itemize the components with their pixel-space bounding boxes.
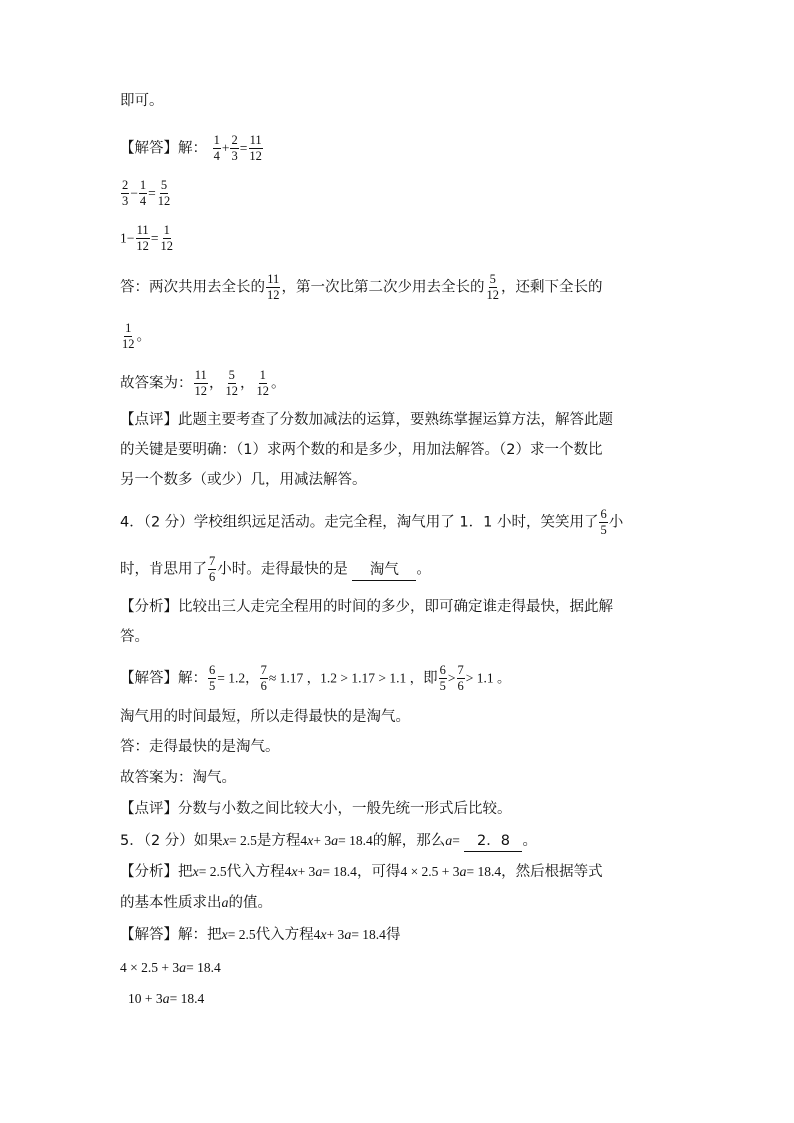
numerator: 1 (125, 321, 132, 335)
denominator: 12 (122, 337, 135, 351)
text-line (120, 470, 367, 490)
variable: x (222, 834, 230, 849)
text: 故答案为： (120, 375, 193, 392)
numerator: 2 (231, 133, 238, 147)
equation-line (120, 958, 221, 979)
question-4-line (120, 508, 623, 537)
variable: x (291, 865, 298, 880)
fraction (486, 273, 501, 302)
text: 答。 (120, 629, 149, 645)
variable: a (344, 928, 352, 943)
variable: x (320, 928, 327, 943)
text: 【分析】把 (120, 864, 193, 880)
denominator: 12 (157, 194, 171, 208)
text: 时，肯思用了 (120, 561, 207, 578)
text: 的基本性质求出 (120, 895, 222, 911)
expression: 4 (284, 864, 292, 879)
fraction (160, 224, 175, 253)
denominator: 5 (209, 679, 216, 693)
numerator: 5 (489, 272, 496, 286)
label: 【解答】解： (120, 670, 207, 687)
operator: + (221, 140, 230, 156)
expression: = 18.4 (351, 927, 386, 942)
expression: 1.2 > 1.17 > 1.1 ， (320, 670, 424, 686)
denominator: 12 (225, 384, 238, 398)
variable: a (179, 961, 187, 976)
fraction (439, 664, 447, 693)
equation-line (120, 179, 172, 208)
solution-line (120, 134, 264, 163)
expression: + 3 (297, 864, 316, 879)
fraction (213, 134, 221, 163)
fraction (157, 179, 172, 208)
operator: > (447, 670, 456, 686)
text: 另一个数多（或少）几，用减法解答。 (120, 472, 367, 488)
answer-line (120, 273, 603, 302)
numerator: 6 (209, 663, 216, 677)
denominator: 12 (486, 288, 499, 302)
equation-line (120, 224, 175, 253)
fraction (121, 322, 136, 351)
variable: a (459, 865, 467, 880)
text: 的值。 (228, 895, 272, 911)
analysis-line (120, 862, 603, 883)
text-line (120, 597, 613, 617)
text: 【点评】分数与小数之间比较大小，一般先统一形式后比较。 (120, 801, 512, 817)
text: 【解答】解：把 (120, 927, 222, 943)
text: 即 (423, 670, 438, 687)
expression: = 18.4 (169, 991, 205, 1006)
denominator: 6 (209, 570, 216, 584)
operator: − (126, 230, 135, 246)
fraction (121, 179, 129, 208)
analysis-line (120, 893, 272, 914)
variable: x (221, 928, 228, 943)
expression: 4 × 2.5 + 3 (400, 864, 460, 879)
text: 淘气用的时间最短，所以走得最快的是淘气。 (120, 709, 410, 725)
denominator: 3 (122, 194, 129, 208)
denominator: 12 (256, 384, 269, 398)
variable: a (162, 992, 170, 1007)
expression: = 2.5 (229, 833, 257, 848)
text: ， (240, 375, 255, 392)
text: 即可。 (120, 93, 164, 109)
text: 。 (271, 375, 286, 392)
numerator: 11 (194, 368, 207, 382)
numerator: 1 (139, 178, 147, 192)
expression: = 1.2， (217, 670, 259, 686)
fraction (208, 555, 216, 584)
text: ，还剩下全长的 (501, 279, 603, 296)
equation-line (128, 989, 204, 1010)
numerator: 6 (600, 507, 607, 521)
denominator: 4 (213, 149, 220, 163)
fraction (135, 224, 150, 253)
operator: = (148, 185, 156, 201)
denominator: 12 (267, 288, 280, 302)
fraction (248, 134, 263, 163)
fraction (230, 134, 238, 163)
text: 。 (416, 561, 431, 578)
fraction (194, 369, 209, 398)
expression: 4 (300, 833, 308, 848)
variable: x (192, 865, 199, 880)
numerator: 11 (136, 223, 149, 237)
denominator: 5 (600, 523, 607, 537)
variable: a (221, 896, 229, 911)
expression: = 2.5 (198, 864, 227, 879)
expression: ≈ 1.17 ， (268, 670, 321, 686)
denominator: 6 (260, 679, 267, 693)
numerator: 2 (122, 178, 129, 192)
text: ，第一次比第二次少用去全长的 (281, 279, 485, 296)
text-line (120, 410, 613, 430)
fraction (266, 273, 281, 302)
fraction (599, 508, 607, 537)
label: 【解答】解： (120, 140, 207, 157)
fraction (208, 664, 216, 693)
text: ，可得 (356, 864, 401, 880)
text-line (120, 440, 602, 460)
fraction (260, 664, 268, 693)
expression: = 18.4 (338, 833, 373, 848)
answer-line (120, 322, 151, 351)
numerator: 1 (259, 368, 266, 382)
expression: = 2.5 (227, 927, 256, 942)
text: 。 (136, 328, 151, 345)
text: 的关键是要明确：（1）求两个数的和是多少，用加法解答。（2）求一个数比 (120, 442, 603, 458)
expression: = 18.4 (186, 960, 221, 975)
fraction (256, 369, 271, 398)
expression: = 18.4 (322, 864, 357, 879)
text: 的解，那么 (372, 833, 446, 849)
text: 小时。走得最快的是 (217, 561, 348, 578)
text: ，然后根据等式 (501, 864, 603, 880)
answer-blank: 2．8 (464, 831, 522, 852)
numerator: 7 (209, 554, 216, 568)
text-line (120, 737, 280, 757)
numerator: 1 (163, 223, 170, 237)
text: ， (209, 375, 224, 392)
expression: 4 × 2.5 + 3 (120, 960, 180, 975)
operator: = (150, 230, 159, 246)
text: 。 (522, 833, 537, 849)
operator: − (130, 185, 138, 201)
text-line (120, 799, 512, 819)
numerator: 7 (457, 663, 464, 677)
text: 代入方程 (226, 864, 285, 880)
denominator: 12 (194, 384, 207, 398)
variable: a (445, 834, 453, 849)
question-5-line (120, 831, 537, 852)
text: 【点评】此题主要考查了分数加减法的运算，要熟练掌握运算方法，解答此题 (120, 412, 613, 428)
text: 【分析】比较出三人走完全程用的时间的多少，即可确定谁走得最快，据此解 (120, 599, 613, 615)
denominator: 4 (139, 194, 147, 208)
expression: > 1.1 。 (465, 670, 511, 686)
operator: = (452, 833, 460, 848)
text: 5．（2 分）如果 (120, 833, 223, 849)
denominator: 12 (136, 239, 149, 253)
answer-blank: 淘气 (352, 560, 416, 581)
expression: = 18.4 (466, 864, 502, 879)
text-line (120, 91, 164, 111)
fraction (139, 179, 147, 208)
expression: 10 + 3 (128, 991, 163, 1006)
solution-line (120, 664, 511, 693)
numerator: 1 (213, 133, 220, 147)
final-answer-line (120, 369, 286, 398)
text-line (120, 768, 236, 788)
numerator: 11 (267, 272, 280, 286)
denominator: 5 (439, 679, 446, 693)
denominator: 12 (249, 149, 262, 163)
denominator: 6 (457, 679, 464, 693)
text: 代入方程 (255, 927, 314, 943)
text: 得 (385, 927, 401, 943)
numerator: 11 (249, 133, 262, 147)
number: 1 (120, 230, 127, 246)
fraction (457, 664, 465, 693)
numerator: 7 (260, 663, 267, 677)
expression: 4 (313, 927, 321, 942)
question-4-line (120, 555, 431, 584)
denominator: 12 (160, 239, 173, 253)
text: 故答案为：淘气。 (120, 770, 236, 786)
expression: + 3 (313, 833, 332, 848)
text: 小 (608, 514, 624, 531)
numerator: 5 (160, 178, 168, 192)
text: 4．（2 分）学校组织远足活动。走完全程，淘气用了 1．1 小时，笑笑用了 (120, 514, 599, 531)
text: 是方程 (256, 833, 301, 849)
variable: a (331, 834, 339, 849)
operator: = (239, 140, 248, 156)
text-line (120, 627, 149, 647)
text-line (120, 707, 410, 727)
text: 答：两次共用去全长的 (120, 279, 265, 296)
variable: x (307, 834, 314, 849)
solution-line (120, 925, 400, 946)
fraction (225, 369, 240, 398)
numerator: 6 (439, 663, 446, 677)
expression: + 3 (326, 927, 345, 942)
text: 答：走得最快的是淘气。 (120, 739, 280, 755)
variable: a (315, 865, 323, 880)
numerator: 5 (228, 368, 235, 382)
denominator: 3 (231, 149, 238, 163)
